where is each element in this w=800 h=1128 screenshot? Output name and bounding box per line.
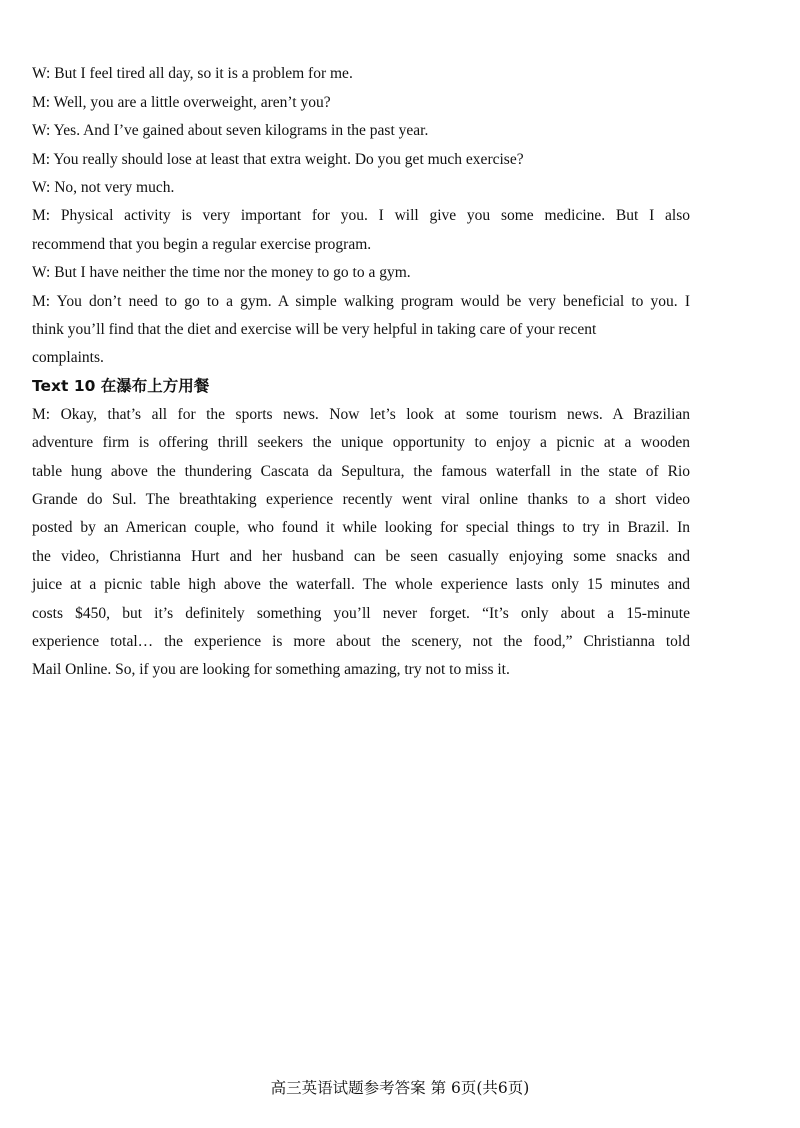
text-line: M: Well, you are a little overweight, aren’t you?	[32, 94, 331, 111]
text-line: recommend that you begin a regular exercise program.	[32, 236, 372, 253]
text-line: M: You really should lose at least that extra weight. Do you get much exercise?	[32, 151, 524, 168]
text-line: Mail Online. So, if you are looking for something amazing, try not to miss it.	[32, 661, 510, 678]
text-line: table hung above the thundering Cascata da Sepultura, the famous waterfall in the state of Rio	[32, 463, 690, 480]
text-line: posted by an American couple, who found it while looking for special things to try in Brazil. In	[32, 519, 690, 536]
text-line: the video, Christianna Hurt and her husband can be seen casually enjoying some snacks and	[32, 548, 690, 565]
text-line: experience total… the experience is more about the scenery, not the food,” Christianna told	[32, 633, 690, 650]
text-line: W: Yes. And I’ve gained about seven kilograms in the past year.	[32, 122, 429, 139]
text-line: think you’ll find that the diet and exercise will be very helpful in taking care of your recent	[32, 321, 597, 338]
text-line: M: You don’t need to go to a gym. A simple walking program would be very beneficial to you. I	[32, 293, 690, 310]
text-line: Grande do Sul. The breathtaking experience recently went viral online thanks to a short video	[32, 491, 690, 508]
section-heading: Text 10 在瀑布上方用餐	[32, 377, 210, 395]
text-line: juice at a picnic table high above the waterfall. The whole experience lasts only 15 minutes and	[32, 576, 690, 593]
text-line: W: But I have neither the time nor the money to go to a gym.	[32, 264, 411, 281]
text-line: complaints.	[32, 349, 104, 366]
text-line: M: Physical activity is very important for you. I will give you some medicine. But I also	[32, 207, 690, 224]
text-line: W: No, not very much.	[32, 179, 175, 196]
page-footer: 高三英语试题参考答案 第 6页(共6页)	[270, 1079, 530, 1097]
text-line: costs $450, but it’s definitely something you’ll never forget. “It’s only about a 15-minute	[32, 605, 690, 622]
text-line: M: Okay, that’s all for the sports news. Now let’s look at some tourism news. A Brazilian	[32, 406, 690, 423]
text-line: adventure firm is offering thrill seekers the unique opportunity to enjoy a picnic at a wooden	[32, 434, 690, 451]
text-line: W: But I feel tired all day, so it is a problem for me.	[32, 65, 353, 82]
